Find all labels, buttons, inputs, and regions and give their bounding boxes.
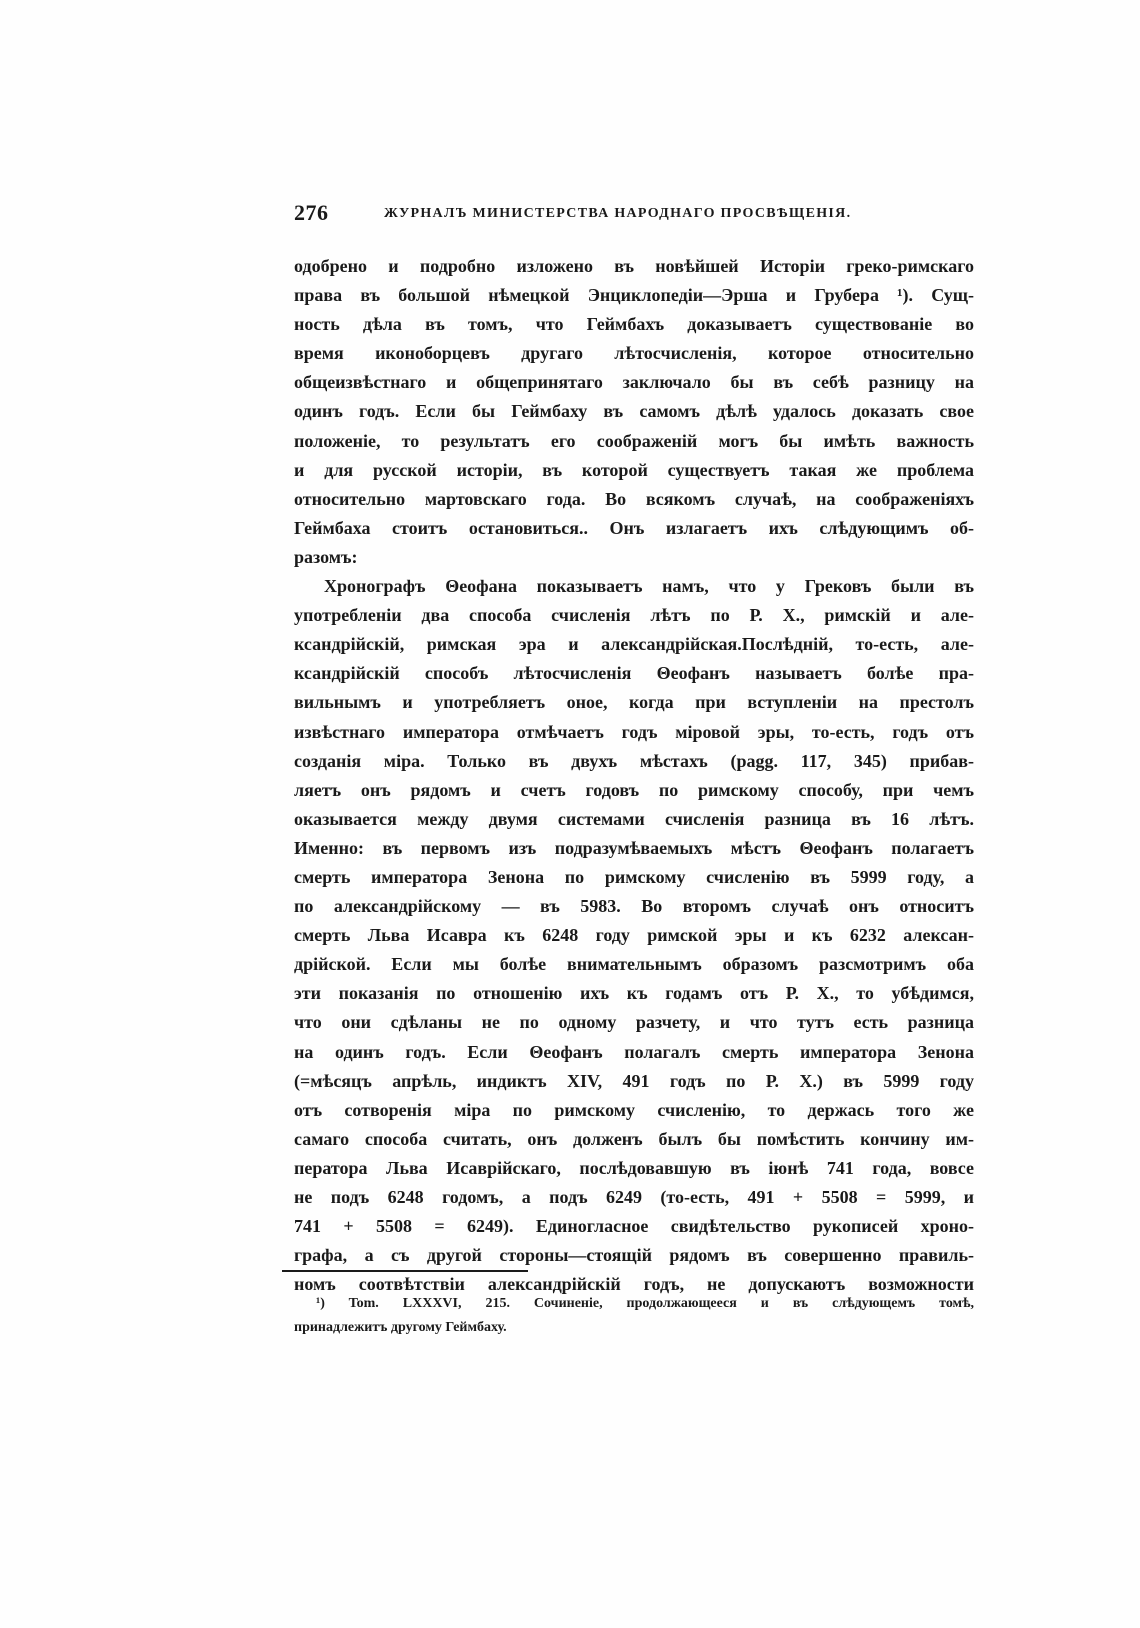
footnote-divider — [282, 1270, 528, 1272]
text-line: одинъ годъ. Если бы Геймбаху въ самомъ дѣлѣ удалось доказать свое — [294, 401, 974, 422]
text-line: номъ соотвѣтствіи александрійскій годъ, не допускаютъ возможности — [294, 1274, 974, 1295]
text-line: (=мѣсяцъ апрѣль, индиктъ XIV, 491 годъ по Р. Х.) въ 5999 году — [294, 1070, 974, 1091]
text-line: отъ сотворенія міра по римскому счисленію, то держась того же — [294, 1099, 974, 1120]
text-line: оказывается между двумя системами счисленія разница въ 16 лѣтъ. — [294, 808, 974, 829]
text-line: разомъ: — [294, 546, 358, 567]
text-line: ператора Льва Исаврійскаго, послѣдовавшую въ іюнѣ 741 года, вовсе — [294, 1157, 974, 1178]
text-line: смерть Льва Исавра къ 6248 году римской эры и къ 6232 алексан- — [294, 925, 974, 946]
text-line: эти показанія по отношенію ихъ къ годамъ отъ Р. Х., то убѣдимся, — [294, 983, 974, 1004]
paragraph-start-line: Хронографъ Θеофана показываетъ намъ, что у Грековъ были въ — [324, 576, 974, 597]
text-line: одобрено и подробно изложено въ новѣйшей Исторіи греко-римскаго — [294, 256, 974, 276]
text-line: права въ большой нѣмецкой Энциклопедіи—Эрша и Грубера ¹). Сущ- — [294, 285, 974, 306]
text-line: ляетъ онъ рядомъ и счетъ годовъ по римскому способу, при чемъ — [294, 779, 974, 800]
text-line: ксандрійскій, римская эра и александрійская.Послѣдній, то-есть, але- — [294, 634, 974, 655]
text-line: положеніе, то результатъ его соображеній могъ бы имѣть важность — [294, 430, 974, 451]
text-line: и для русской исторіи, въ которой существуетъ такая же проблема — [294, 459, 974, 480]
text-line: относительно мартовскаго года. Во всякомъ случаѣ, на соображеніяхъ — [294, 488, 974, 509]
text-line: ксандрійскій способъ лѣтосчисленія Θеофанъ называетъ болѣе пра- — [294, 663, 974, 684]
text-line: графа, а съ другой стороны—стоящій рядомъ въ совершенно правиль- — [294, 1245, 974, 1266]
page-header — [294, 200, 974, 234]
running-title: ЖУРНАЛЪ МИНИСТЕРСТВА НАРОДНАГО ПРОСВѢЩЕНІЯ. — [384, 206, 852, 221]
footnote-line: ¹) Tom. LXXXVI, 215. Сочиненіе, продолжающееся и въ слѣдующемъ томѣ, — [316, 1296, 974, 1311]
text-line: дрійской. Если мы болѣе внимательнымъ образомъ разсмотримъ оба — [294, 954, 974, 975]
page-number: 276 — [294, 200, 329, 225]
text-line: на одинъ годъ. Если Θеофанъ полагалъ смерть императора Зенона — [294, 1041, 974, 1062]
text-line: вильнымъ и употребляетъ оное, когда при вступленіи на престолъ — [294, 692, 974, 713]
main-text — [294, 252, 974, 1299]
text-line: не подъ 6248 годомъ, а подъ 6249 (то-есть, 491 + 5508 = 5999, и — [294, 1187, 974, 1207]
text-line: Именно: въ первомъ изъ подразумѣваемыхъ мѣстъ Θеофанъ полагаетъ — [294, 837, 974, 858]
text-line: 741 + 5508 = 6249). Единогласное свидѣтельство рукописей хроно- — [294, 1216, 974, 1237]
text-line: что они сдѣланы не по одному разчету, и что тутъ есть разница — [294, 1012, 974, 1033]
text-line: употребленіи два способа счисленія лѣтъ по Р. Х., римскій и але- — [294, 605, 974, 626]
text-line: по александрійскому — въ 5983. Во второмъ случаѣ онъ относитъ — [294, 896, 974, 917]
text-line: смерть императора Зенона по римскому счисленію въ 5999 году, а — [294, 866, 974, 887]
text-line: время иконоборцевъ другаго лѣтосчисленія, которое относительно — [294, 343, 974, 364]
text-line: общеизвѣстнаго и общепринятаго заключало бы въ себѣ разницу на — [294, 372, 974, 393]
text-line: Геймбаха стоитъ остановиться.. Онъ излагаетъ ихъ слѣдующимъ об- — [294, 517, 974, 538]
text-line: ность дѣла въ томъ, что Геймбахъ доказываетъ существованіе во — [294, 314, 974, 335]
text-line: самаго способа считать, онъ долженъ былъ бы помѣстить кончину им- — [294, 1128, 974, 1149]
text-line: извѣстнаго императора отмѣчаетъ годъ міровой эры, то-есть, годъ отъ — [294, 721, 974, 742]
footnote — [294, 1292, 974, 1340]
footnote-line: принадлежитъ другому Геймбаху. — [294, 1320, 507, 1335]
text-line: созданія міра. Только въ двухъ мѣстахъ (pagg. 117, 345) прибав- — [294, 750, 974, 771]
